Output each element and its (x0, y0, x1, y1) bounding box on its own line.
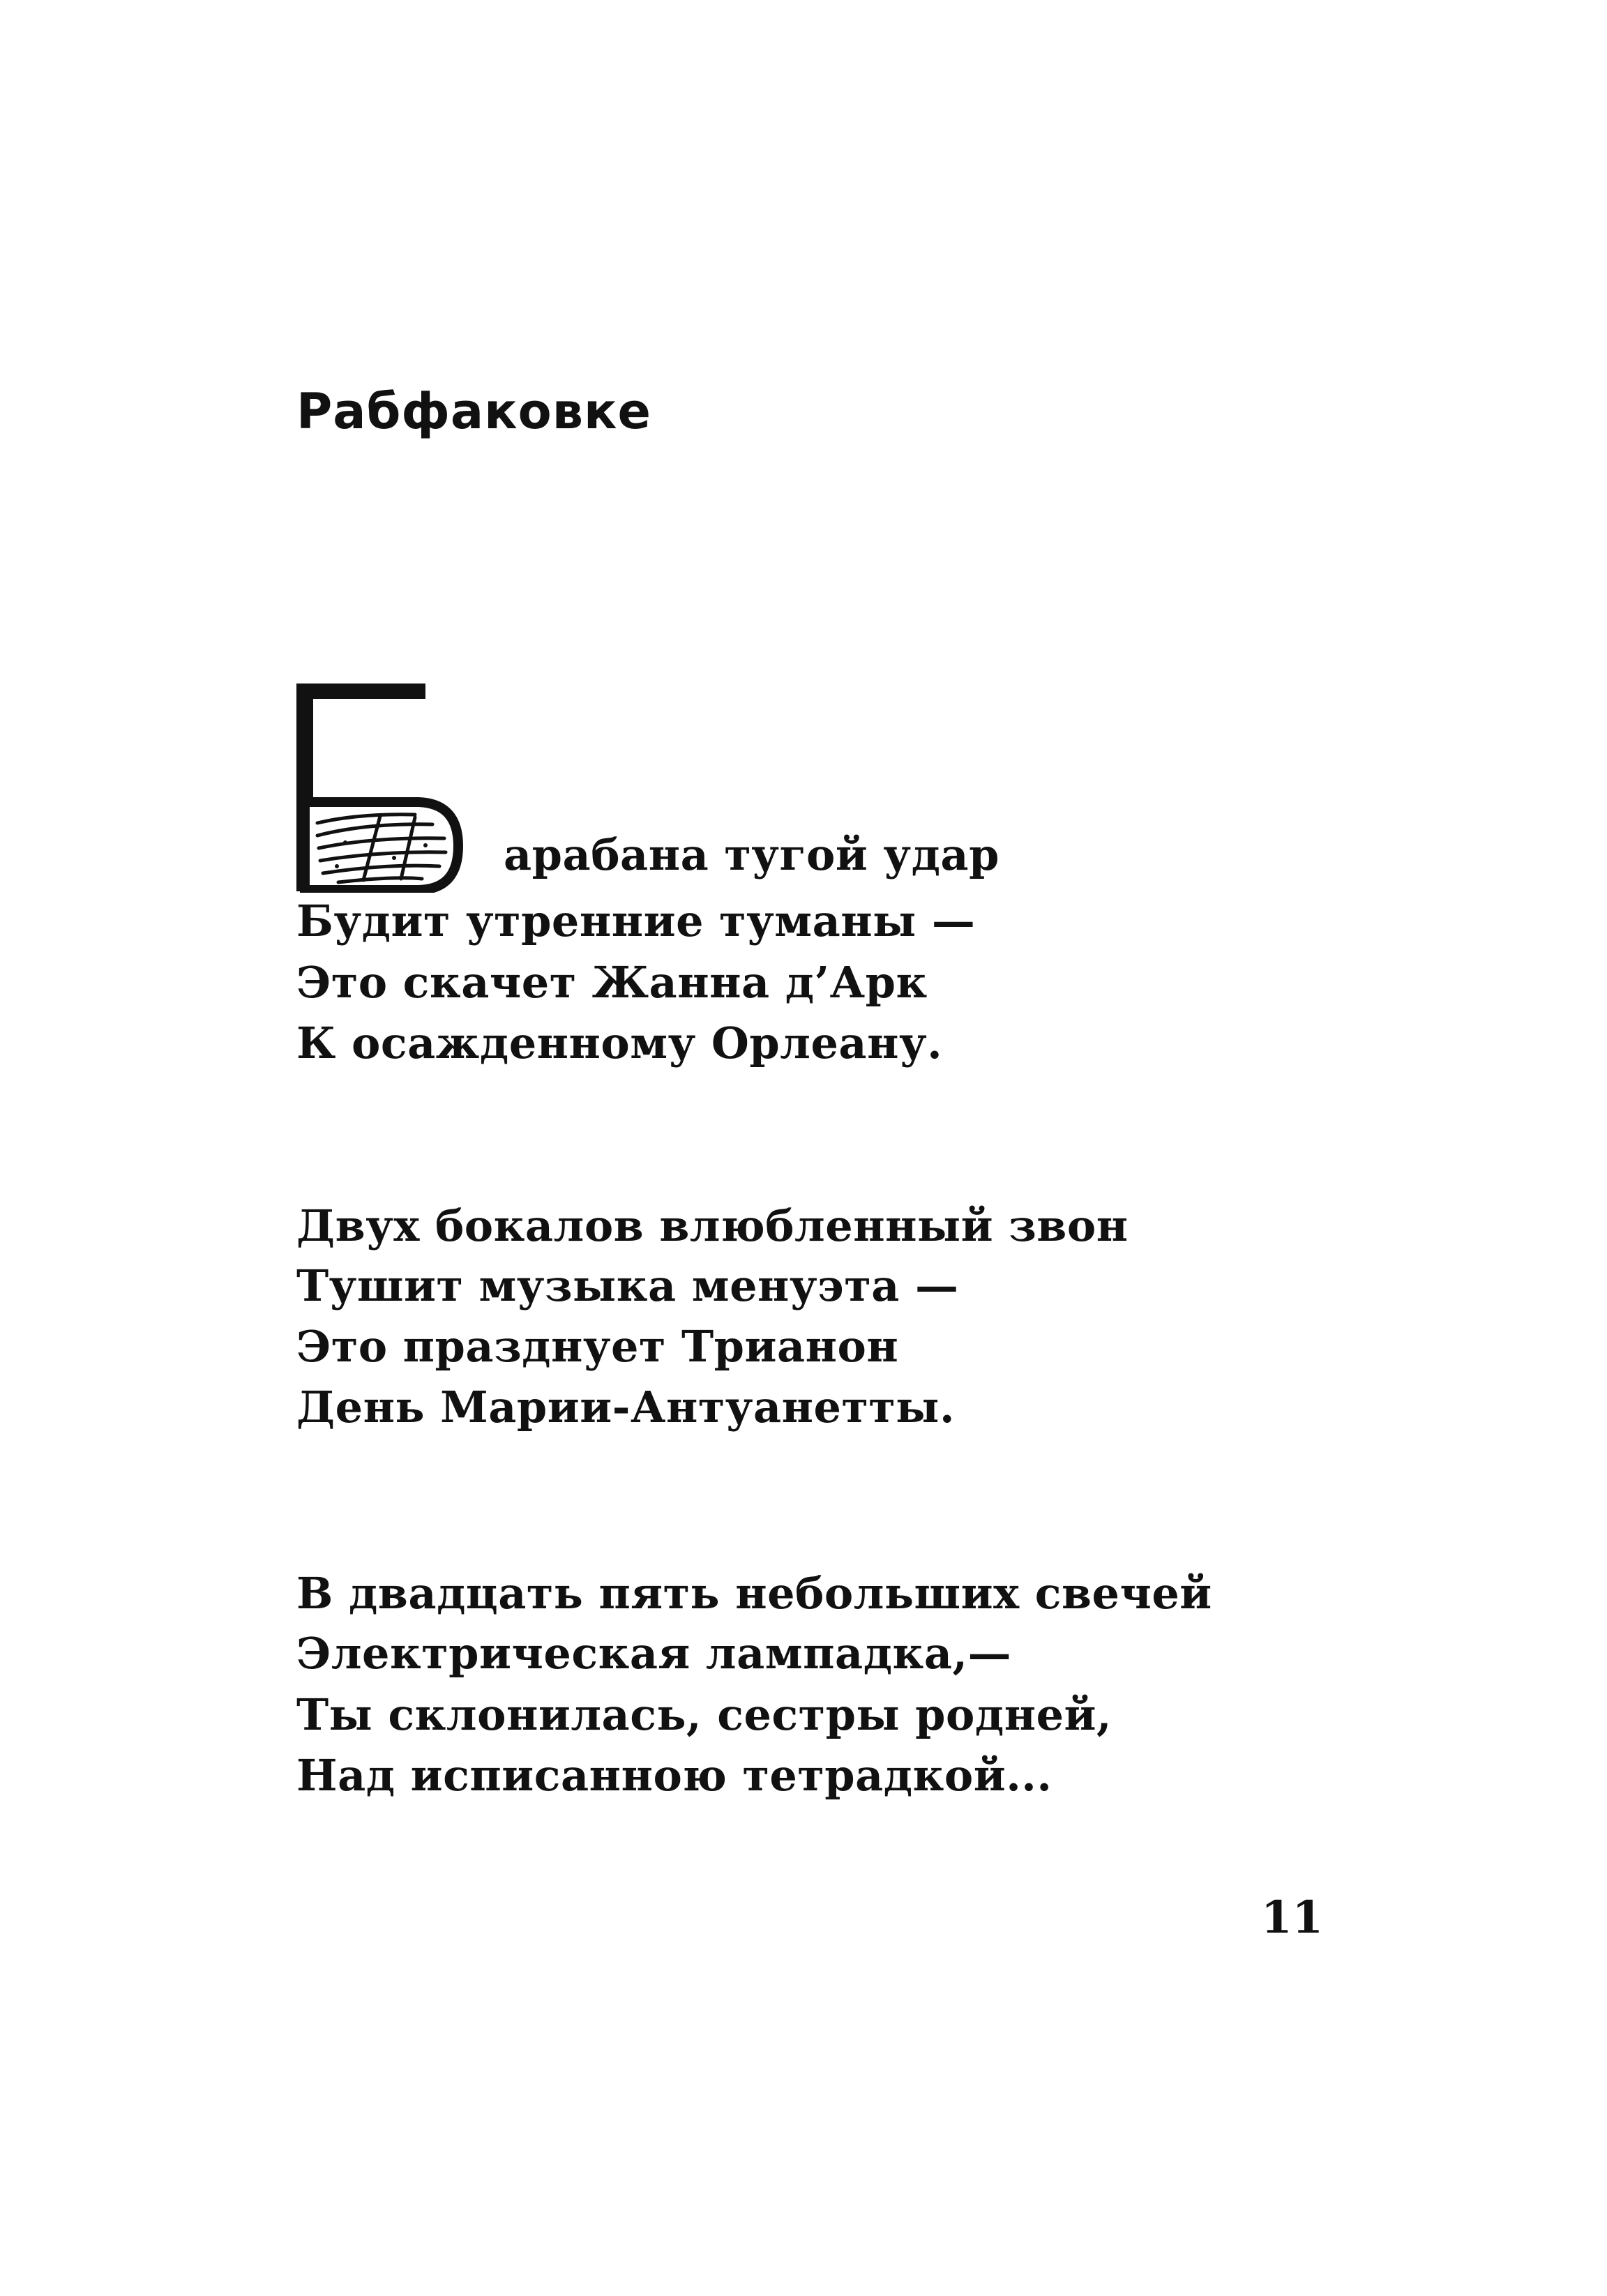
poem-line: Это скачет Жанна д’Арк (296, 957, 928, 1008)
poem-line: Двух бокалов влюбленный звон (296, 1200, 1129, 1251)
poem-line: Это празднует Трианон (296, 1321, 899, 1372)
poem-line: Будит утренние туманы — (296, 896, 976, 946)
decorated-letter-b-icon (296, 683, 478, 893)
poem-title: Рабфаковке (296, 383, 651, 440)
poem-line: Тушит музыка менуэта — (296, 1260, 959, 1311)
poem-line: Электрическая лампадка,— (296, 1628, 1012, 1679)
poem-line: арабана тугой удар (504, 829, 999, 880)
poem-line: К осажденному Орлеану. (296, 1018, 943, 1068)
poem-line: День Марии-Антуанетты. (296, 1382, 956, 1433)
poem-line: Ты склонилась, сестры родней, (296, 1689, 1112, 1740)
poem-line: Над исписанною тетрадкой... (296, 1750, 1053, 1801)
page-number: 11 (1261, 1891, 1324, 1944)
poem-line: В двадцать пять небольших свечей (296, 1568, 1212, 1619)
